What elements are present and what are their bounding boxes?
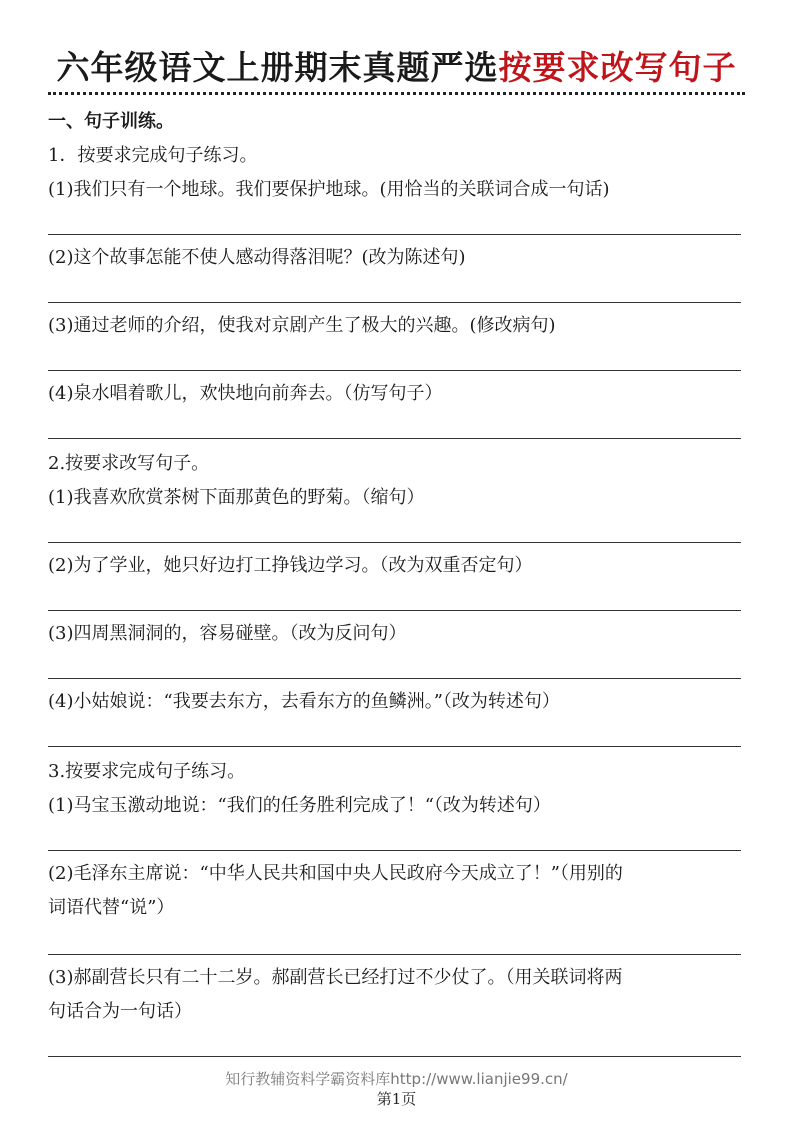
title-black: 六年级语文上册期末真题严选 [56,48,499,87]
question-1-3: (3)通过老师的介绍，使我对京剧产生了极大的兴趣。(修改病句) [48,315,556,336]
question-2-3: (3)四周黑洞洞的，容易碰壁。（改为反问句） [48,623,407,644]
question-1-1: (1)我们只有一个地球。我们要保护地球。(用恰当的关联词合成一句话) [48,179,610,200]
group-2-heading: 2.按要求改写句子。 [48,453,210,474]
answer-line [48,610,741,611]
footer-watermark: 知行教辅资料学霸资料库http://www.lianjie99.cn/ [225,1070,568,1088]
page-number: 第1页 [376,1090,417,1108]
question-1-2: (2)这个故事怎能不使人感动得落泪呢？(改为陈述句) [48,247,466,268]
page-title [0,42,793,89]
answer-line [48,234,741,235]
answer-line [48,302,741,303]
answer-line [48,954,741,955]
answer-line [48,438,741,439]
question-3-3-cont: 句话合为一句话） [48,1001,192,1022]
question-2-1: (1)我喜欢欣赏茶树下面那黄色的野菊。（缩句） [48,487,425,508]
question-3-3: (3)郝副营长只有二十二岁。郝副营长已经打过不少仗了。（用关联词将两 [48,967,623,988]
answer-line [48,678,741,679]
answer-line [48,542,741,543]
question-3-2-cont: 词语代替“说”） [48,897,175,918]
section-heading: 一、句子训练。 [48,111,174,132]
question-2-2: (2)为了学业，她只好边打工挣钱边学习。（改为双重否定句） [48,555,533,576]
question-3-2: (2)毛泽东主席说：“中华人民共和国中央人民政府今天成立了！”（用别的 [48,863,623,884]
title-divider [48,92,745,95]
answer-line [48,746,741,747]
answer-line [48,370,741,371]
group-1-heading: 1．按要求完成句子练习。 [48,145,258,166]
answer-line [48,1056,741,1057]
group-3-heading: 3.按要求完成句子练习。 [48,761,246,782]
question-3-1: (1)马宝玉激动地说：“我们的任务胜利完成了！“（改为转述句） [48,795,551,816]
answer-line [48,850,741,851]
question-1-4: (4)泉水唱着歌儿，欢快地向前奔去。（仿写句子） [48,383,443,404]
question-2-4: (4)小姑娘说：“我要去东方，去看东方的鱼鳞洲。”（改为转述句） [48,691,560,712]
title-red: 按要求改写句子 [498,48,737,87]
